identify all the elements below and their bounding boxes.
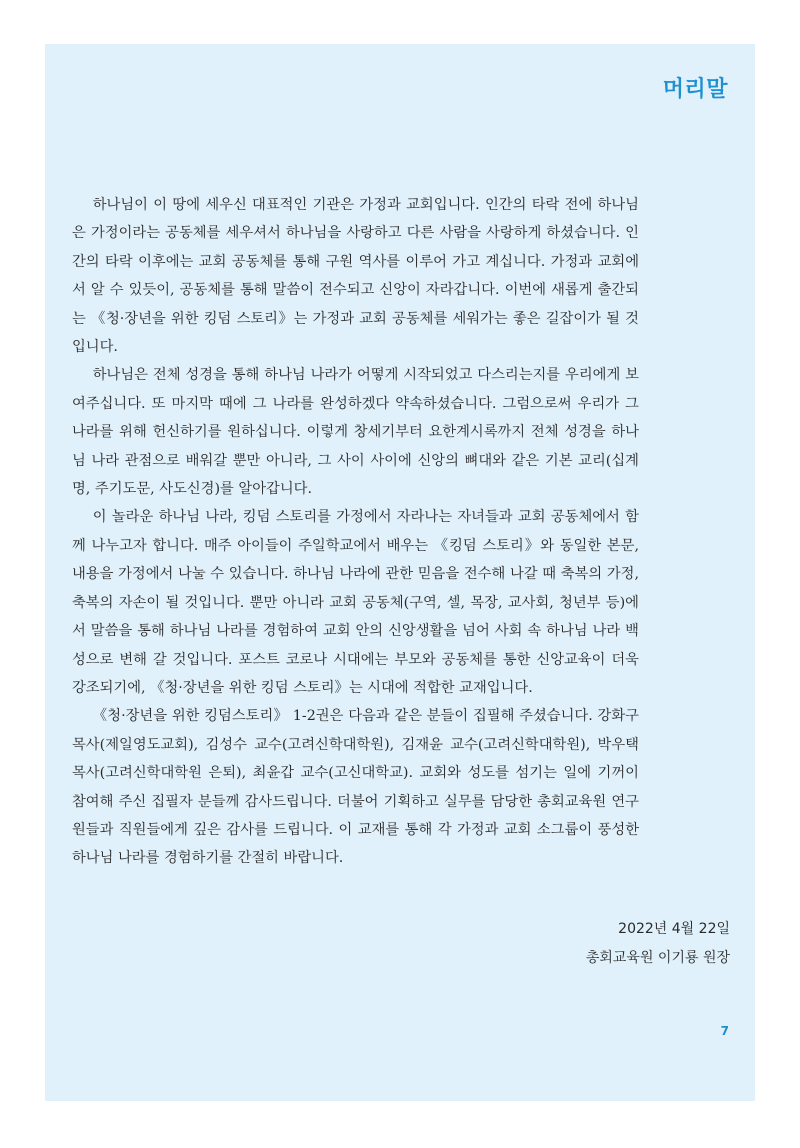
page-title: 머리말: [662, 77, 728, 102]
page-number: 7: [720, 1024, 729, 1038]
paragraph: 이 놀라운 하나님 나라, 킹덤 스토리를 가정에서 자라나는 자녀들과 교회 공동체에서 함께 나누고자 합니다. 매주 아이들이 주일학교에서 배우는 《킹덤 스토리》와 동일한 본문, 내용을 가정에서 나눌 수 있습니다. 하나님 나라에 관한 믿음을 전수해 나갈 때 축복의 가정, 축복의 자손이 될 것입니다. 뿐만 아니라 교회 공동체(구역, 셀, 목장, 교사회, 청년부 등)에서 말씀을 통해 하나님 나라를 경험하여 교회 안의 신앙생활을 넘어 사회 속 하나님 나라 백성으로 변해 갈 것입니다. 포스트 코로나 시대에는 부모와 공동체를 통한 신앙교육이 더욱 강조되기에, 《청·장년을 위한 킹덤 스토리》는 시대에 적합한 교재입니다.: [72, 509, 639, 696]
signature-author: 총회교육원 이기룡 원장: [585, 950, 730, 966]
preface-body: [72, 191, 639, 873]
paragraph: 하나님은 전체 성경을 통해 하나님 나라가 어떻게 시작되었고 다스리는지를 우리에게 보여주십니다. 또 마지막 때에 그 나라를 완성하겠다 약속하셨습니다. 그럼으로써 우리가 그 나라를 위해 헌신하기를 원하십니다. 이렇게 창세기부터 요한계시록까지 전체 성경을 하나님 나라 관점으로 배워갈 뿐만 아니라, 그 사이 사이에 신앙의 뼈대와 같은 기본 교리(십계명, 주기도문, 사도신경)를 알아갑니다.: [72, 367, 639, 498]
signature-date: 2022년 4월 22일: [618, 921, 730, 937]
signature-block: [586, 915, 730, 973]
paragraph: 《청·장년을 위한 킹덤스토리》 1-2권은 다음과 같은 분들이 집필해 주셨습니다. 강화구 목사(제일영도교회), 김성수 교수(고려신학대학원), 김재윤 교수(고려신학대학원), 박우택 목사(고려신학대학원 은퇴), 최윤갑 교수(고신대학교). 교회와 성도를 섬기는 일에 기꺼이 참여해 주신 집필자 분들께 감사드립니다. 더불어 기획하고 실무를 담당한 총회교육원 연구원들과 직원들에게 깊은 감사를 드립니다. 이 교재를 통해 각 가정과 교회 소그룹이 풍성한 하나님 나라를 경험하기를 간절히 바랍니다.: [72, 708, 639, 867]
paragraph: 하나님이 이 땅에 세우신 대표적인 기관은 가정과 교회입니다. 인간의 타락 전에 하나님은 가정이라는 공동체를 세우셔서 하나님을 사랑하고 다른 사람을 사랑하게 하셨습니다. 인간의 타락 이후에는 교회 공동체를 통해 구원 역사를 이루어 가고 계십니다. 가정과 교회에서 알 수 있듯이, 공동체를 통해 말씀이 전수되고 신앙이 자라갑니다. 이번에 새롭게 출간되는 《청·장년을 위한 킹덤 스토리》는 가정과 교회 공동체를 세워가는 좋은 길잡이가 될 것입니다.: [72, 197, 639, 356]
